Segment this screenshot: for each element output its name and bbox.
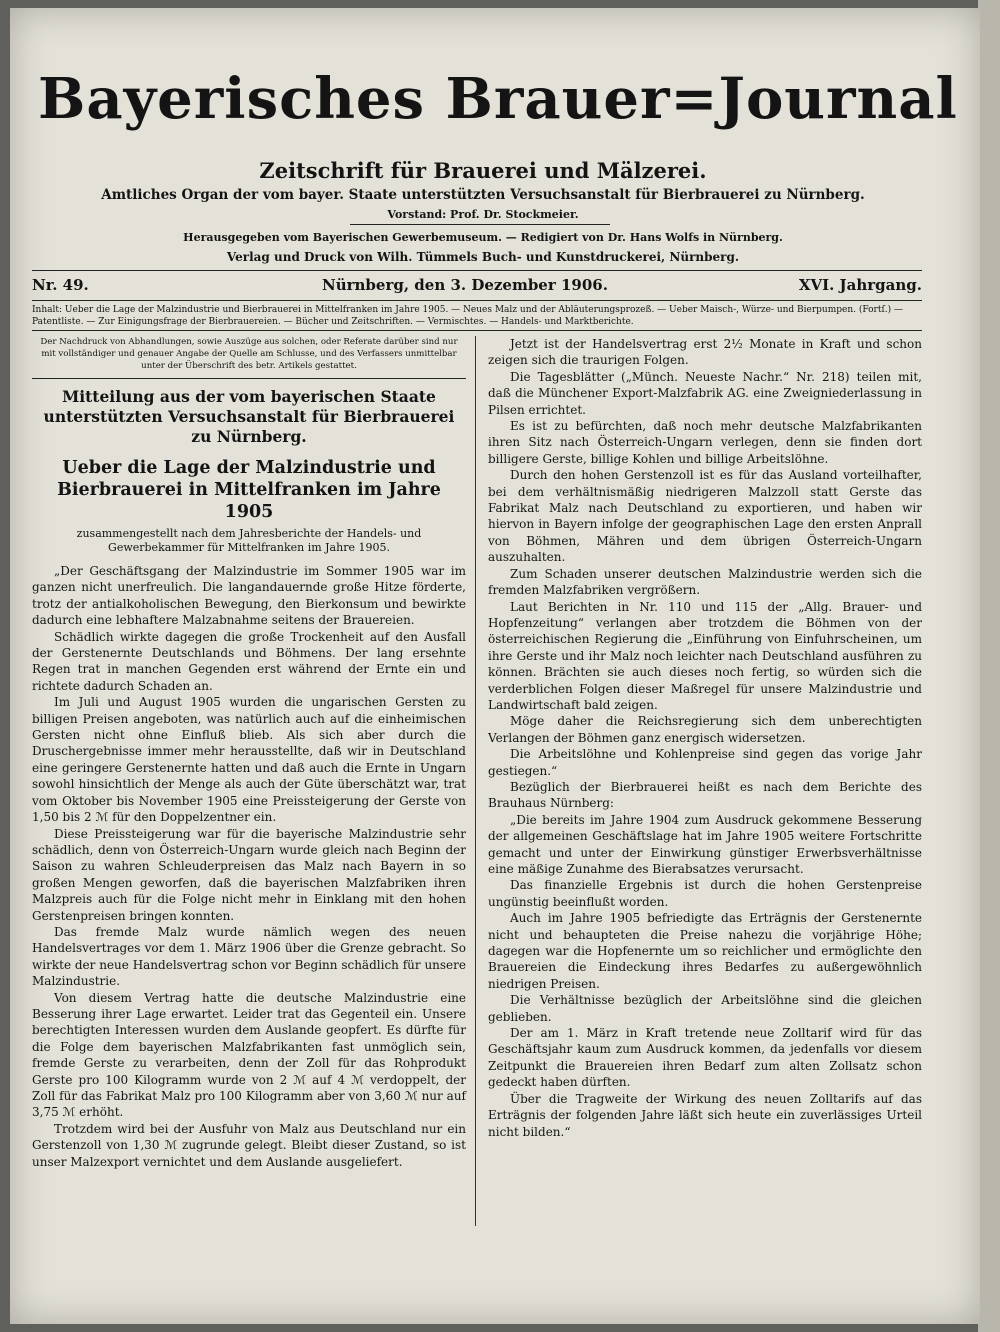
table-of-contents: Inhalt: Ueber die Lage der Malzindustrie und Bierbrauerei in Mittelfranken im Jahre 1905. — Neues Malz und der Abläuterungsprozeß. — Ueber Maisch-, Würze- und Bierpumpen. (Fortſ.) — Patentliste. — Zur Einigungsfrage der Bierbrauereien. — Bücher und Zeitschriften. — Vermischtes. — Handels- und Marktberichte. <box>32 305 904 327</box>
paragraph: Von diesem Vertrag hatte die deutsche Malzindustrie eine Besserung ihrer Lage erwartet. Leider trat das Gegenteil ein. Unsere berechtigten Interessen wurden dem Auslande geopfert. Es dürfte für die Folge dem bayerischen Malzfabrikanten fast unmöglich sein, fremde Gerste zu verarbeiten, denn der Zoll für das Rohprodukt Gerste pro 100 Kilogramm wurde von 2 ℳ auf 4 ℳ verdoppelt, der Zoll für das Fabrikat Malz pro 100 Kilogramm aber von 3,60 ℳ nur auf 3,75 ℳ erhöht. <box>32 990 466 1120</box>
paragraph: Auch im Jahre 1905 befriedigte das Erträgnis der Gerstenernte nicht und behaupteten die Preise nahezu die vorjährige Höhe; dagegen war die Hopfenernte um so reichlicher und ermöglichte den Brauereien die Eindeckung ihres Bedarfes zu außergewöhnlich niedrigen Preisen. <box>488 911 922 991</box>
issue-number: Nr. 49. <box>32 276 89 294</box>
masthead-publisher: Verlag und Druck von Wilh. Tümmels Buch- und Kunstdruckerei, Nürnberg. <box>226 250 740 264</box>
paragraph: Trotzdem wird bei der Ausfuhr von Malz aus Deutschland nur ein Gerstenzoll von 1,30 ℳ zugrunde gelegt. Bleibt dieser Zustand, so ist unser Malzexport vernichtet und dem Auslande ausgeliefert. <box>32 1121 466 1169</box>
paragraph: Das finanzielle Ergebnis ist durch die hohen Gerstenpreise ungünstig beeinflußt worden. <box>488 878 922 909</box>
paragraph: „Der Geschäftsgang der Malzindustrie im Sommer 1905 war im ganzen nicht unerfreulich. Die langandauernde große Hitze förderte, trotz der antialkoholischen Bewegung, den Bierkonsum und bewirkte dadurch eine lebhaftere Malzabnahme seitens der Brauereien. <box>32 564 466 628</box>
newspaper-page <box>10 8 980 1324</box>
masthead-subtitle: Zeitschrift für Brauerei und Mälzerei. <box>259 158 707 183</box>
header-rule-bottom <box>32 330 922 331</box>
masthead-organ: Amtliches Organ der vom bayer. Staate unterstützten Versuchsanstalt für Bierbrauerei zu Nürnberg. <box>101 187 865 203</box>
masthead-director: Vorstand: Prof. Dr. Stockmeier. <box>387 208 579 221</box>
paragraph: Schädlich wirkte dagegen die große Trockenheit auf den Ausfall der Gerstenernte Deutschlands und Böhmens. Der lang ersehnte Regen trat in manchen Gegenden erst während der Ernte ein und richtete dadurch Schaden an. <box>32 629 466 693</box>
left-column <box>32 336 466 1170</box>
paragraph: Es ist zu befürchten, daß noch mehr deutsche Malzfabrikanten ihren Sitz nach Österreich-Ungarn verlegen, denn sie finden dort billigere Gerste, billige Kohlen und billige Arbeitslöhne. <box>488 419 922 466</box>
article-byline: zusammengestellt nach dem Jahresberichte der Handels- und Gewerbekammer für Mittelfranken im Jahre 1905. <box>76 527 422 554</box>
paragraph: Bezüglich der Bierbrauerei heißt es nach dem Berichte des Brauhaus Nürnberg: <box>488 779 922 811</box>
paragraph: Laut Berichten in Nr. 110 und 115 der „Allg. Brauer- und Hopfenzeitung“ verlangen aber trotzdem die Böhmen von der österreichischen Regierung die „Einführung von Einfuhrscheinen, um ihre Gerste und ihr Malz noch leichter nach Deutschland ausführen zu können. Brächten sie auch dieses noch fertig, so würden sich die verderblichen Folgen dieser Maßregel für unsere Malzindustrie und Landwirtschaft bald zeigen. <box>488 599 922 712</box>
issue-volume: XVI. Jahrgang. <box>798 276 922 294</box>
column-divider <box>475 336 476 1226</box>
paragraph: Diese Preissteigerung war für die bayerische Malzindustrie sehr schädlich, denn von Österreich-Ungarn wurde gleich nach Beginn der Saison zu wahren Schleuderpreisen das Malz nach Bayern in so großen Mengen geworfen, daß die bayerischen Malzfabriken ihren Malzpreis auch für die Folge nicht mehr in Einklang mit den hohen Gerstenpreisen bringen konnten. <box>32 826 466 923</box>
paragraph: Die Arbeitslöhne und Kohlenpreise sind gegen das vorige Jahr gestiegen.“ <box>488 747 922 778</box>
paragraph: Jetzt ist der Handelsvertrag erst 2½ Monate in Kraft und schon zeigen sich die traurigen Folgen. <box>488 337 922 368</box>
paragraph: Möge daher die Reichsregierung sich dem unberechtigten Verlangen der Böhmen ganz energisch widersetzen. <box>488 714 922 745</box>
paragraph: Im Juli und August 1905 wurden die ungarischen Gersten zu billigen Preisen angeboten, was natürlich auch auf die einheimischen Gersten nicht ohne Einfluß blieb. Als sich aber durch die Druschergebnisse immer mehr herausstellte, daß wir in Deutschland eine geringere Gerstenernte hatten und daß auch die Ernte in Ungarn sowohl hinsichtlich der Menge als auch der Güte überschätzt war, trat vom Oktober bis November 1905 eine Preissteigerung der Gerste von 1,50 bis 2 ℳ für den Doppelzentner ein. <box>32 695 466 825</box>
short-rule <box>350 224 610 225</box>
paragraph: Durch den hohen Gerstenzoll ist es für das Ausland vorteilhafter, bei dem verhältnismäßig niedrigeren Malzzoll statt Gerste das Fabrikat Malz nach Deutschland zu exportieren, und haben wir hiervon in Bayern infolge der geographischen Lage den ersten Anprall von Böhmen, Mähren und dem übrigen Österreich-Ungarn auszuhalten. <box>488 468 922 565</box>
paragraph: Die Verhältnisse bezüglich der Arbeitslöhne sind die gleichen geblieben. <box>488 993 922 1024</box>
masthead-editor: Herausgegeben vom Bayerischen Gewerbemuseum. — Redigiert von Dr. Hans Wolfs in Nürnberg. <box>183 231 783 244</box>
header-rule-top <box>32 270 922 271</box>
paragraph: Das fremde Malz wurde nämlich wegen des neuen Handelsvertrages vor dem 1. März 1906 über die Grenze gebracht. So wirkte der neue Handelsvertrag schon vor Beginn schädlich für unsere Malzindustrie. <box>32 924 466 989</box>
page-edge <box>978 0 1000 1332</box>
issue-date: Nürnberg, den 3. Dezember 1906. <box>322 276 608 294</box>
paragraph: „Die bereits im Jahre 1904 zum Ausdruck gekommene Besserung der allgemeinen Geschäftslage hat im Jahre 1905 weitere Fortschritte gemacht und unter der Einwirkung günstiger Erwerbsverhältnisse eine mäßige Zunahme des Bierabsatzes verursacht. <box>488 812 922 876</box>
paragraph: Der am 1. März in Kraft tretende neue Zolltarif wird für das Geschäftsjahr kaum zum Ausdruck kommen, da jedenfalls vor diesem Zeitpunkt die Brauereien ihren Bedarf zum alten Zollsatz schon gedeckt haben dürften. <box>488 1026 922 1090</box>
masthead-title: Bayerisches Brauer=Journal <box>38 66 958 132</box>
issue-line <box>32 276 922 298</box>
header-rule-mid <box>32 300 922 301</box>
article-title: Ueber die Lage der Malzindustrie und Bierbrauerei in Mittelfranken im Jahre 1905 <box>57 458 441 522</box>
note-rule <box>32 378 466 379</box>
right-column <box>488 336 922 1140</box>
announcement-heading: Mitteilung aus der vom bayerischen Staate unterstützten Versuchsanstalt für Bierbrauerei zu Nürnberg. <box>43 387 455 446</box>
paragraph: Die Tagesblätter („Münch. Neueste Nachr.“ Nr. 218) teilen mit, daß die Münchener Export-Malzfabrik AG. eine Zweigniederlassung in Pilsen errichtet. <box>488 369 922 417</box>
paragraph: Zum Schaden unserer deutschen Malzindustrie werden sich die fremden Malzfabriken vergrößern. <box>488 566 922 598</box>
paragraph: Über die Tragweite der Wirkung des neuen Zolltarifs auf das Erträgnis der folgenden Jahre läßt sich heute ein zuverlässiges Urteil nicht bilden.“ <box>488 1091 922 1139</box>
reprint-note: Der Nachdruck von Abhandlungen, sowie Auszüge aus solchen, oder Referate darüber sind nur mit vollständiger und genauer Angabe der Quelle am Schlusse, und des Verfassers unmittelbar unter der Überschrift des betr. Artikels gestattet. <box>40 337 458 371</box>
